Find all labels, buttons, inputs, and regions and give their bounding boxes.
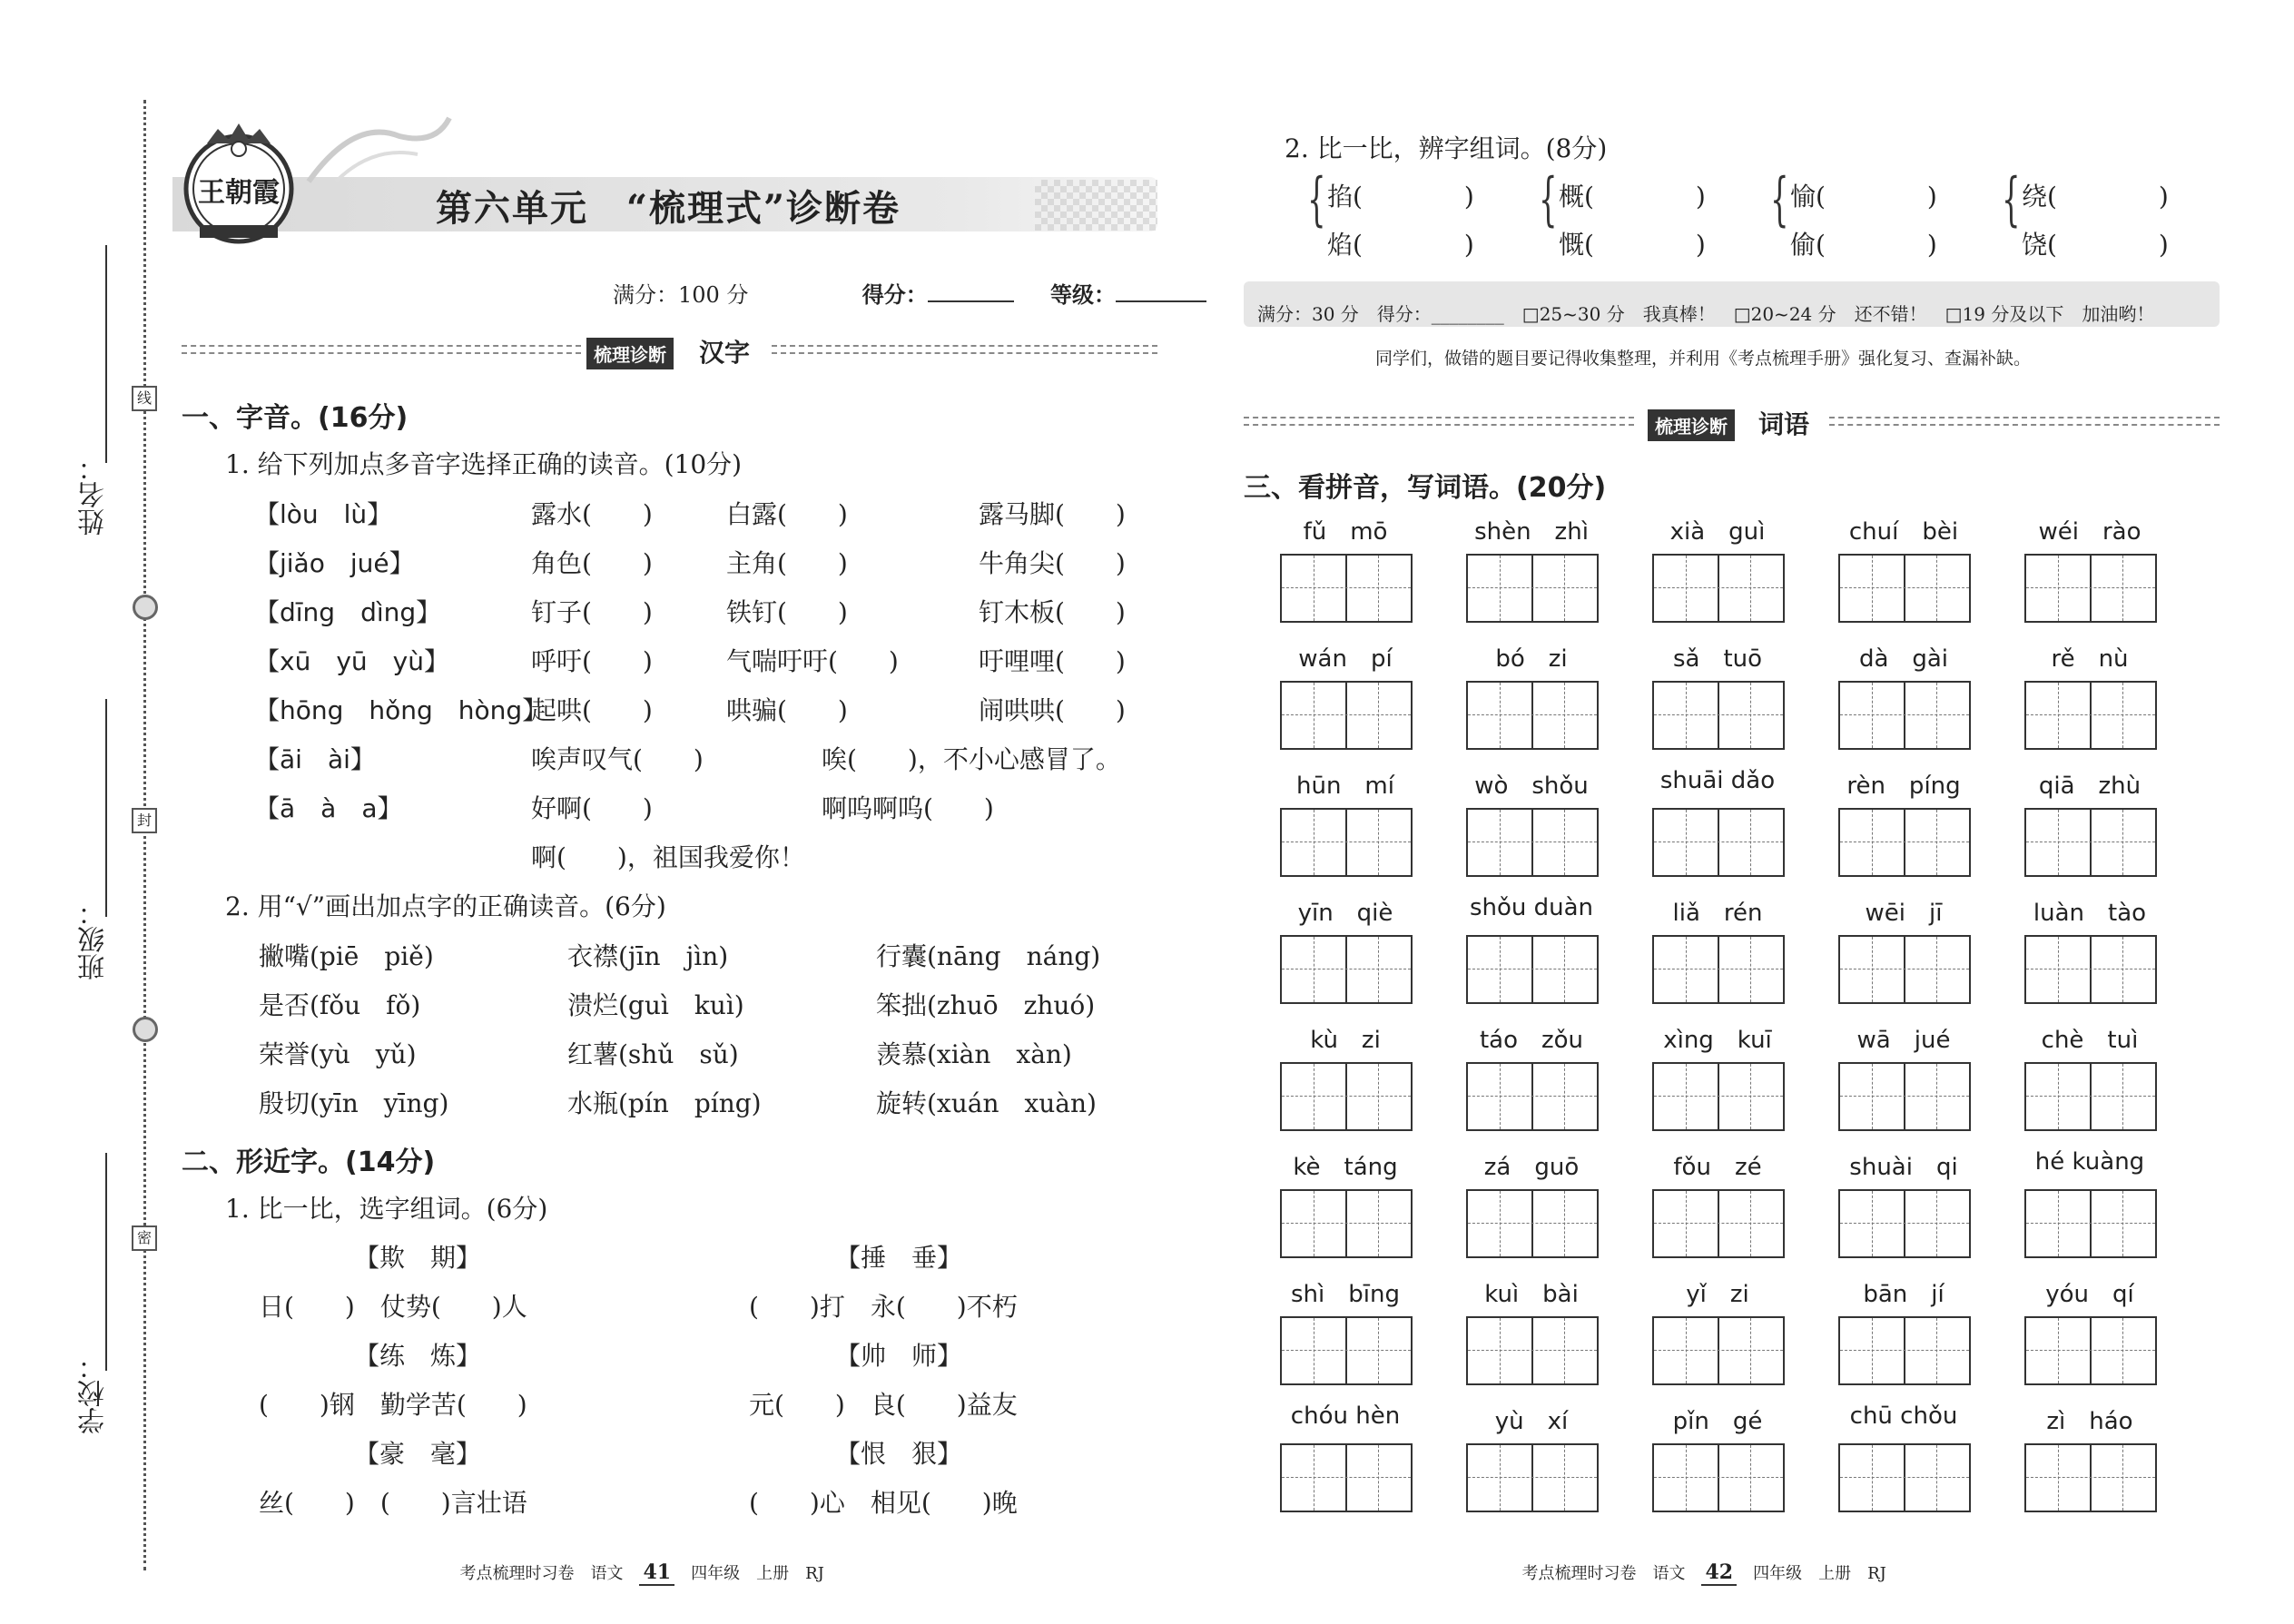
grid-guide-line (1282, 587, 1411, 588)
q1-row-4-c[interactable]: 吁哩哩( ) (979, 646, 1126, 676)
checker-decoration (1035, 180, 1157, 231)
q2-group-3-right-head: 【恨 狠】 (835, 1439, 963, 1469)
grid-guide-line (1936, 1191, 1937, 1256)
q1-row-7-a[interactable]: 好啊( ) (531, 793, 653, 823)
q3-writing-grid[interactable] (1280, 1316, 1413, 1385)
grid-guide-line (2058, 683, 2059, 748)
grid-guide-line (2026, 1096, 2155, 1097)
grid-guide-line (1872, 556, 1873, 621)
grid-guide-line (1500, 1445, 1501, 1511)
grid-guide-line (1500, 683, 1501, 748)
grid-guide-line (2058, 937, 2059, 1002)
q1-row-4-a[interactable]: 呼吁( ) (531, 646, 653, 676)
section-tag: 梳理诊断 (586, 338, 674, 369)
class-line (105, 699, 107, 917)
q3-pinyin: bó zi (1495, 645, 1568, 673)
q3-pinyin: shuài qi (1849, 1154, 1958, 1181)
grid-guide-line (1936, 1318, 1937, 1383)
q3-writing-grid[interactable] (2024, 1189, 2157, 1258)
q1-row-2-b[interactable]: 主角( ) (726, 548, 848, 578)
q1-row-3-b[interactable]: 铁钉( ) (726, 597, 848, 627)
grid-guide-line (1840, 714, 1969, 715)
q2-title: 二、形近字。(14分) (182, 1147, 436, 1178)
footer-right-pre: 考点梳理时习卷 语文 (1521, 1564, 1686, 1583)
school-label: 学校： (78, 1353, 110, 1434)
grid-guide-line (1564, 683, 1565, 748)
grid-guide-line (2122, 1191, 2123, 1256)
q1-2-item-1[interactable]: 撇嘴(piē piě) (259, 941, 434, 971)
q3-writing-grid[interactable] (1466, 1316, 1599, 1385)
seal-mark-3: 密 (132, 1225, 157, 1251)
grid-guide-line (1872, 1445, 1873, 1511)
q1-2-item-5[interactable]: 溃烂(guì kuì) (567, 990, 744, 1020)
q3-writing-grid[interactable] (1280, 935, 1413, 1004)
q3-pinyin: hūn mí (1296, 773, 1394, 800)
grid-guide-line (1872, 1318, 1873, 1383)
grid-guide-line (1378, 683, 1379, 748)
q1-row-5-options: 【hōng hǒng hòng】 (254, 695, 548, 725)
grid-guide-line (1750, 1318, 1751, 1383)
section-tag-2: 梳理诊断 (1648, 409, 1735, 441)
grid-guide-line (1282, 1096, 1411, 1097)
grid-guide-line (1378, 1191, 1379, 1256)
grid-guide-line (2058, 810, 2059, 875)
q1-row-5-a[interactable]: 起哄( ) (531, 695, 653, 725)
name-label: 姓名： (78, 454, 110, 536)
grid-guide-line (1378, 556, 1379, 621)
q3-pinyin: luàn tào (2033, 900, 2147, 927)
grid-guide-line (1500, 1064, 1501, 1129)
q3-pinyin: xià guì (1669, 518, 1766, 546)
grid-guide-line (1564, 1318, 1565, 1383)
grid-guide-line (1468, 1223, 1597, 1224)
q3-writing-grid[interactable] (1838, 681, 1971, 750)
q3-pinyin: liǎ rén (1672, 900, 1763, 927)
q1-row-1-a[interactable]: 露水( ) (531, 499, 653, 529)
grid-guide-line (1872, 1064, 1873, 1129)
grid-guide-line (1654, 1096, 1783, 1097)
footer-right-post: 四年级 上册 RJ (1753, 1564, 1886, 1583)
grid-guide-line (1872, 1191, 1873, 1256)
q3-pinyin: fǔ mō (1303, 518, 1388, 546)
section-divider-right-2 (1829, 417, 2220, 426)
q3-pinyin: yù xí (1494, 1408, 1569, 1435)
grade-blank[interactable] (1116, 300, 1206, 302)
q3-pinyin: wéi rào (2038, 518, 2141, 546)
footer-left-pre: 考点梳理时习卷 语文 (459, 1564, 624, 1583)
grid-guide-line (1564, 1445, 1565, 1511)
grid-guide-line (1686, 1191, 1687, 1256)
q3-pinyin: sǎ tuō (1672, 645, 1763, 673)
q1-row-6-options: 【āi ài】 (254, 744, 376, 774)
grid-guide-line (1840, 587, 1969, 588)
grid-guide-line (1378, 1445, 1379, 1511)
grid-guide-line (2058, 556, 2059, 621)
q2-pair-1-b[interactable]: 焰( ) (1327, 230, 1474, 260)
grid-guide-line (1500, 937, 1501, 1002)
q1-2-item-4[interactable]: 是否(fǒu fǒ) (259, 990, 421, 1020)
grid-guide-line (1468, 587, 1597, 588)
q3-writing-grid[interactable] (2024, 935, 2157, 1004)
q3-writing-grid[interactable] (1652, 1189, 1785, 1258)
grid-guide-line (1936, 1445, 1937, 1511)
q1-row-5-c[interactable]: 闹哄哄( ) (979, 695, 1126, 725)
seal-mark-2: 封 (132, 808, 157, 833)
grid-guide-line (1468, 1477, 1597, 1478)
q3-pinyin: chū chǒu (1849, 1403, 1958, 1430)
q2-sub1: 1. 比一比，选字组词。(6分) (225, 1194, 548, 1224)
q1-row-2-c[interactable]: 牛角尖( ) (979, 548, 1126, 578)
grid-guide-line (2058, 1318, 2059, 1383)
grid-guide-line (1840, 1096, 1969, 1097)
ring-hole-1 (133, 595, 158, 620)
q3-writing-grid[interactable] (1652, 554, 1785, 623)
score-blank[interactable] (928, 300, 1014, 302)
grid-guide-line (1686, 1064, 1687, 1129)
q1-row-1-c[interactable]: 露马脚( ) (979, 499, 1126, 529)
grid-guide-line (1654, 1223, 1783, 1224)
grid-guide-line (2058, 1191, 2059, 1256)
section-divider-left-2 (1244, 417, 1634, 426)
q3-writing-grid[interactable] (1838, 1316, 1971, 1385)
q3-pinyin: wā jué (1856, 1027, 1951, 1054)
q1-row-3-c[interactable]: 钉木板( ) (979, 597, 1126, 627)
grid-guide-line (1378, 810, 1379, 875)
grid-guide-line (1654, 714, 1783, 715)
q2-pair-4-b[interactable]: 饶( ) (2022, 230, 2169, 260)
q3-writing-grid[interactable] (1280, 1443, 1413, 1512)
q3-writing-grid[interactable] (1838, 1443, 1971, 1512)
logo-text: 王朝霞 (198, 177, 280, 209)
q2-group-3-left-head: 【豪 毫】 (354, 1439, 482, 1469)
grid-guide-line (1378, 1318, 1379, 1383)
grid-guide-line (2026, 1477, 2155, 1478)
q3-pinyin: yīn qiè (1297, 900, 1393, 927)
page-number-right: 42 (1701, 1560, 1737, 1586)
grid-guide-line (1840, 1223, 1969, 1224)
q1-row-4-b[interactable]: 气喘吁吁( ) (726, 646, 899, 676)
grid-guide-line (1686, 937, 1687, 1002)
q2-group-1-left-head: 【欺 期】 (354, 1243, 482, 1273)
grid-guide-line (1282, 1223, 1411, 1224)
q1-row-3-options: 【dīng dìng】 (254, 597, 442, 627)
q1-2-item-10[interactable]: 殷切(yīn yīng) (259, 1088, 449, 1118)
q2-pair-3-b[interactable]: 偷( ) (1790, 230, 1937, 260)
grid-guide-line (2122, 556, 2123, 621)
q1-row-2-a[interactable]: 角色( ) (531, 548, 653, 578)
q3-writing-grid[interactable] (1652, 681, 1785, 750)
q2-group-2-right-head: 【帅 师】 (835, 1341, 963, 1371)
q3-writing-grid[interactable] (2024, 1062, 2157, 1131)
grid-guide-line (1686, 810, 1687, 875)
full-score: 满分：100 分 (613, 282, 749, 308)
grid-guide-line (1750, 556, 1751, 621)
q3-pinyin: shǒu duàn (1469, 894, 1594, 921)
q3-writing-grid[interactable] (1838, 1062, 1971, 1131)
q3-pinyin: zá guō (1483, 1154, 1580, 1181)
self-evaluation-text: 满分：30 分 得分：________ □25~30 分 我真棒！ □20~24 分 还不错！ □19 分及以下 加油哟！ (1257, 303, 2155, 325)
q1-2-item-8[interactable]: 红薯(shǔ sǔ) (567, 1039, 739, 1069)
brace-icon: { (1307, 166, 1326, 233)
q1-2-item-9[interactable]: 羡慕(xiàn xàn) (876, 1039, 1072, 1069)
grid-guide-line (1564, 556, 1565, 621)
grid-guide-line (2122, 937, 2123, 1002)
ribbon-decoration-icon (300, 109, 454, 191)
q3-pinyin: shèn zhì (1474, 518, 1589, 546)
q1-row-4-options: 【xū yū yù】 (254, 646, 449, 676)
q1-row-1-b[interactable]: 白露( ) (726, 499, 848, 529)
grid-guide-line (1750, 1064, 1751, 1129)
class-label: 班级： (78, 899, 110, 980)
grid-guide-line (2122, 1064, 2123, 1129)
score-line (613, 277, 1206, 309)
q1-row-5-b[interactable]: 哄骗( ) (726, 695, 848, 725)
q3-pinyin: xìng kuī (1663, 1027, 1772, 1054)
q3-writing-grid[interactable] (1652, 808, 1785, 877)
q3-writing-grid[interactable] (1838, 1189, 1971, 1258)
grid-guide-line (1500, 1318, 1501, 1383)
q3-writing-grid[interactable] (2024, 554, 2157, 623)
grid-guide-line (2026, 1350, 2155, 1351)
q3-title: 三、看拼音，写词语。(20分) (1244, 472, 1607, 504)
q3-writing-grid[interactable] (1280, 808, 1413, 877)
q3-pinyin: pǐn gé (1672, 1408, 1763, 1435)
grid-guide-line (1686, 556, 1687, 621)
grid-guide-line (1872, 937, 1873, 1002)
section-title-hanzi: 汉字 (699, 338, 751, 368)
q2-group-2-right-body[interactable]: 元( ) 良( )益友 (749, 1390, 1018, 1420)
grid-guide-line (1686, 1318, 1687, 1383)
grid-guide-line (1564, 1191, 1565, 1256)
q3-pinyin: chuí bèi (1848, 518, 1959, 546)
q3-writing-grid[interactable] (1652, 1316, 1785, 1385)
q3-pinyin: chè tuì (2041, 1027, 2139, 1054)
q2-group-1-left-body[interactable]: 日( ) 仗势( )人 (259, 1292, 527, 1322)
q3-pinyin: zì háo (2046, 1408, 2133, 1435)
grid-guide-line (1750, 1445, 1751, 1511)
grid-guide-line (2058, 1064, 2059, 1129)
seal-mark-1: 线 (132, 386, 157, 411)
grid-guide-line (1936, 683, 1937, 748)
q3-pinyin: kè táng (1293, 1154, 1398, 1181)
q1-row-6-a[interactable]: 唉声叹气( ) (531, 744, 704, 774)
q3-pinyin: yóu qí (2045, 1281, 2134, 1308)
q2-group-3-right-body[interactable]: ( )心 相见( )晚 (749, 1488, 1018, 1518)
q1-sub2: 2. 用“√”画出加点字的正确读音。(6分) (225, 891, 666, 921)
q3-pinyin: wán pí (1298, 645, 1393, 673)
q2-pair-1-a[interactable]: 掐( ) (1327, 182, 1474, 212)
q2-pair-2-a[interactable]: 概( ) (1559, 182, 1706, 212)
grid-guide-line (1936, 1064, 1937, 1129)
q3-pinyin: kù zi (1310, 1027, 1381, 1054)
q3-writing-grid[interactable] (1838, 935, 1971, 1004)
footer-left-post: 四年级 上册 RJ (691, 1564, 824, 1583)
grid-guide-line (1564, 810, 1565, 875)
q2-group-2-left-head: 【练 炼】 (354, 1341, 482, 1371)
q3-writing-grid[interactable] (1652, 1443, 1785, 1512)
q1-row-7-b[interactable]: 啊呜啊呜( ) (822, 793, 994, 823)
grid-guide-line (1378, 937, 1379, 1002)
grid-guide-line (2026, 587, 2155, 588)
q3-pinyin: wò shǒu (1474, 773, 1589, 800)
grid-guide-line (1936, 556, 1937, 621)
grid-guide-line (1936, 810, 1937, 875)
grid-guide-line (2122, 1445, 2123, 1511)
q3-writing-grid[interactable] (1838, 554, 1971, 623)
grid-guide-line (1686, 683, 1687, 748)
q1-sub1: 1. 给下列加点多音字选择正确的读音。(10分) (225, 449, 743, 479)
q3-writing-grid[interactable] (1466, 681, 1599, 750)
q1-title: 一、字音。(16分) (182, 402, 409, 434)
page-title: 第六单元 “梳理式”诊断卷 (436, 187, 901, 230)
q3-pinyin: shì bīng (1291, 1281, 1400, 1308)
grid-guide-line (1500, 1191, 1501, 1256)
brand-logo-icon (180, 118, 298, 245)
q2-group-1-right-body[interactable]: ( )打 永( )不朽 (749, 1292, 1018, 1322)
q3-writing-grid[interactable] (1466, 808, 1599, 877)
q1-2-item-12[interactable]: 旋转(xuán xuàn) (876, 1088, 1097, 1118)
ring-hole-2 (133, 1017, 158, 1042)
grid-guide-line (1564, 937, 1565, 1002)
brace-icon: { (1770, 166, 1789, 233)
school-line (105, 1153, 107, 1371)
grid-guide-line (1468, 1350, 1597, 1351)
q3-pinyin: hé kuàng (2034, 1148, 2145, 1176)
q1-2-item-2[interactable]: 衣襟(jīn jìn) (567, 941, 729, 971)
grid-guide-line (2026, 714, 2155, 715)
q1-2-item-11[interactable]: 水瓶(pín píng) (567, 1088, 762, 1118)
grid-guide-line (1750, 937, 1751, 1002)
q3-writing-grid[interactable] (2024, 808, 2157, 877)
q1-extra[interactable]: 啊( )，祖国我爱你！ (531, 842, 805, 872)
q1-row-1-options: 【lòu lù】 (254, 499, 393, 529)
q3-writing-grid[interactable] (1280, 1062, 1413, 1131)
q3-writing-grid[interactable] (1466, 935, 1599, 1004)
q3-pinyin: shuāi dǎo (1659, 767, 1776, 794)
grid-guide-line (1872, 683, 1873, 748)
grid-guide-line (1282, 1477, 1411, 1478)
q1-row-3-a[interactable]: 钉子( ) (531, 597, 653, 627)
brace-icon: { (2002, 166, 2021, 233)
grid-guide-line (1564, 1064, 1565, 1129)
grid-guide-line (1282, 714, 1411, 715)
grid-guide-line (1654, 1477, 1783, 1478)
grid-guide-line (2058, 1445, 2059, 1511)
grid-guide-line (1872, 810, 1873, 875)
grid-guide-line (1750, 683, 1751, 748)
grid-guide-line (1654, 1350, 1783, 1351)
grid-guide-line (1378, 1064, 1379, 1129)
q3-writing-grid[interactable] (1280, 554, 1413, 623)
grid-guide-line (1468, 714, 1597, 715)
grid-guide-line (1468, 1096, 1597, 1097)
q3-pinyin: qiā zhù (2038, 773, 2141, 800)
grid-guide-line (1840, 1477, 1969, 1478)
grid-guide-line (1500, 810, 1501, 875)
grid-guide-line (1282, 1350, 1411, 1351)
q3-writing-grid[interactable] (1652, 935, 1785, 1004)
q3-pinyin: dà gài (1858, 645, 1949, 673)
q3-pinyin: chóu hèn (1290, 1403, 1401, 1430)
section-divider-right (772, 345, 1157, 354)
q1-2-item-3[interactable]: 行囊(nāng náng) (876, 941, 1101, 971)
grid-guide-line (2026, 1223, 2155, 1224)
grid-guide-line (1936, 937, 1937, 1002)
binding-margin (0, 0, 172, 1624)
q2-group-1-right-head: 【捶 垂】 (835, 1243, 963, 1273)
name-line (105, 245, 107, 463)
grid-guide-line (1686, 1445, 1687, 1511)
q3-writing-grid[interactable] (1280, 681, 1413, 750)
grid-guide-line (1840, 1350, 1969, 1351)
q3-writing-grid[interactable] (2024, 681, 2157, 750)
q3-writing-grid[interactable] (1280, 1189, 1413, 1258)
footer-left (449, 1541, 824, 1584)
score-label: 得分： (861, 281, 928, 308)
section-title-ciyu: 词语 (1758, 409, 1810, 439)
q2-group-2-left-body[interactable]: ( )钢 勤学苦( ) (259, 1390, 527, 1420)
q3-writing-grid[interactable] (1466, 1189, 1599, 1258)
q2-pair-2-b[interactable]: 慨( ) (1559, 230, 1706, 260)
q2-pair-3-a[interactable]: 愉( ) (1790, 182, 1937, 212)
q1-2-item-6[interactable]: 笨拙(zhuō zhuó) (876, 990, 1096, 1020)
brace-icon: { (1539, 166, 1558, 233)
page-number-left: 41 (639, 1560, 674, 1586)
q2-pair-4-a[interactable]: 绕( ) (2022, 182, 2169, 212)
q3-writing-grid[interactable] (1838, 808, 1971, 877)
q3-pinyin: fǒu zé (1673, 1154, 1762, 1181)
cut-line (143, 100, 146, 1570)
review-note: 同学们，做错的题目要记得收集整理，并利用《考点梳理手册》强化复习、查漏补缺。 (1375, 349, 2032, 369)
q1-2-item-7[interactable]: 荣誉(yù yǔ) (259, 1039, 417, 1069)
q3-pinyin: yǐ zi (1686, 1281, 1749, 1308)
q3-pinyin: bān jí (1863, 1281, 1944, 1308)
q3-writing-grid[interactable] (2024, 1443, 2157, 1512)
grid-guide-line (1750, 810, 1751, 875)
q1-row-6-b[interactable]: 唉( )，不小心感冒了。 (822, 744, 1121, 774)
q3-writing-grid[interactable] (1466, 554, 1599, 623)
grid-guide-line (2122, 1318, 2123, 1383)
q1-row-7-options: 【ā à a】 (254, 793, 403, 823)
q2-group-3-left-body[interactable]: 丝( ) ( )言壮语 (259, 1488, 527, 1518)
q3-pinyin: kuì bài (1484, 1281, 1579, 1308)
grid-guide-line (2122, 683, 2123, 748)
q3-writing-grid[interactable] (1652, 1062, 1785, 1131)
grid-guide-line (1750, 1191, 1751, 1256)
footer-right (1511, 1541, 1886, 1584)
grid-guide-line (1500, 556, 1501, 621)
q3-writing-grid[interactable] (1466, 1062, 1599, 1131)
q3-pinyin: táo zǒu (1479, 1027, 1584, 1054)
q3-pinyin: rě nù (2051, 645, 2129, 673)
q3-writing-grid[interactable] (2024, 1316, 2157, 1385)
q2-sub2: 2. 比一比，辨字组词。(8分) (1285, 133, 1608, 163)
grid-guide-line (2122, 810, 2123, 875)
q3-writing-grid[interactable] (1466, 1443, 1599, 1512)
grid-guide-line (1654, 587, 1783, 588)
q3-pinyin: wēi jī (1865, 900, 1943, 927)
q1-row-2-options: 【jiǎo jué】 (254, 548, 415, 578)
grade-label: 等级： (1050, 281, 1116, 308)
section-divider-left (182, 345, 581, 354)
q3-pinyin: rèn píng (1846, 773, 1961, 800)
